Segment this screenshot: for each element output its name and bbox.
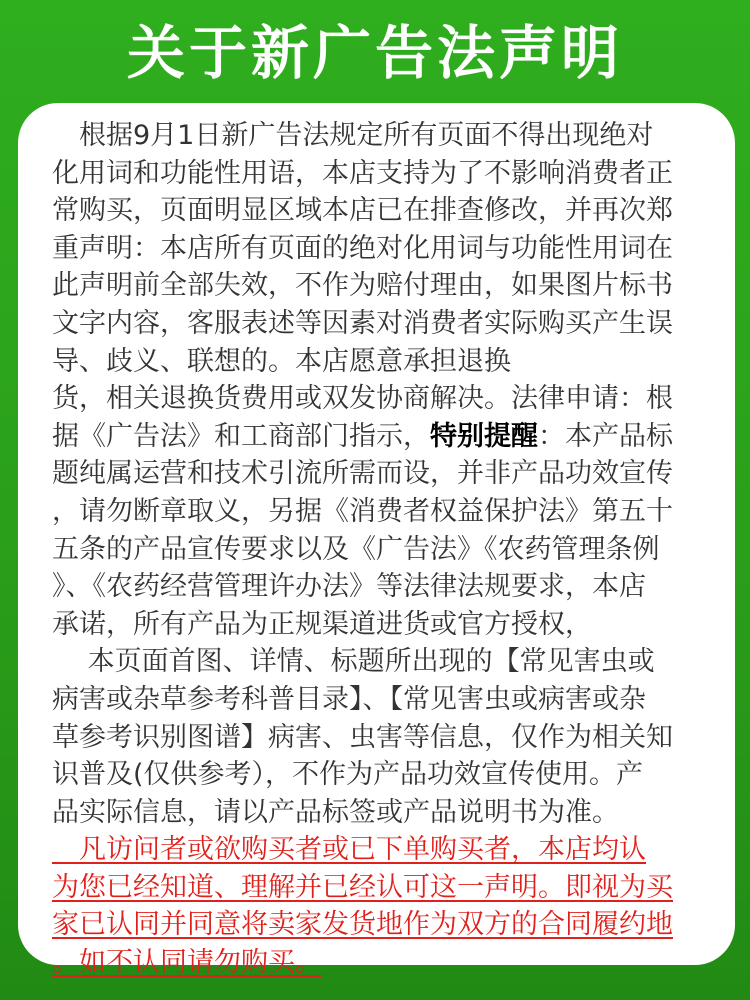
statement-line: 文字内容，客服表述等因素对消费者实际购买产生误: [52, 307, 673, 339]
statement-card: [18, 103, 735, 979]
notice-line: [52, 944, 715, 982]
special-reminder-label: 特别提醒: [430, 420, 538, 452]
notice-line: [52, 831, 715, 869]
statement-line: 导、歧义、联想的。本店愿意承担退换: [52, 345, 511, 377]
notice-text: 。如不认同请勿购买。: [52, 947, 322, 979]
statement-text: 据《广告法》和工商部门指示，: [52, 420, 430, 452]
page-title: 关于新广告法声明: [126, 19, 623, 87]
disclaimer-line: 草参考识别图谱】病害、虫害等信息，仅作为相关知: [52, 721, 673, 753]
disclaimer-line: 病害或杂草参考科普目录】、【常见害虫或病害或杂: [52, 683, 646, 715]
statement-line: 此声明前全部失效，不作为赔付理由，如果图片标书: [52, 270, 673, 302]
statement-line: 承诺，所有产品为正规渠道进货或官方授权，: [52, 608, 592, 640]
statement-line: 》、《农药经营管理许办法》等法律法规要求，本店: [52, 571, 646, 603]
disclaimer-line: 识普及(仅供参考），不作为产品功效宣传使用。产: [52, 759, 644, 791]
statement-line: 重声明：本店所有页面的绝对化用词与功能性用词在: [52, 232, 673, 264]
statement-line: 五条的产品宣传要求以及《广告法》《农药管理条例: [52, 533, 660, 565]
statement-line: 题纯属运营和技术引流所需而设，并非产品功效宣传: [52, 458, 673, 490]
statement-line-with-highlight: [52, 418, 715, 456]
notice-line: [52, 906, 715, 944]
statement-text: ：本产品标: [538, 420, 673, 452]
statement-body: [52, 117, 715, 982]
statement-line: 货，相关退换货费用或双发协商解决。法律申请：根: [52, 383, 673, 415]
statement-line: 根据9月1日新广告法规定所有页面不得出现绝对: [52, 120, 654, 151]
disclaimer-line: 本页面首图、详情、标题所出现的【常见害虫或: [52, 646, 655, 678]
statement-line: ，请勿断章取义，另据《消费者权益保护法》第五十: [52, 495, 673, 527]
notice-text: 家已认同并同意将卖家发货地作为双方的合同履约地: [52, 909, 673, 941]
notice-text: 凡访问者或欲购买者或已下单购买者，本店均认: [52, 834, 646, 866]
disclaimer-line: 品实际信息，请以产品标签或产品说明书为准。: [52, 796, 619, 828]
statement-line: 常购买，页面明显区域本店已在排查修改，并再次郑: [52, 195, 673, 227]
notice-line: [52, 869, 715, 907]
notice-text: 为您已经知道、理解并已经认可这一声明。即视为买: [52, 871, 673, 903]
statement-line: 化用词和功能性用语，本店支持为了不影响消费者正: [52, 157, 673, 189]
